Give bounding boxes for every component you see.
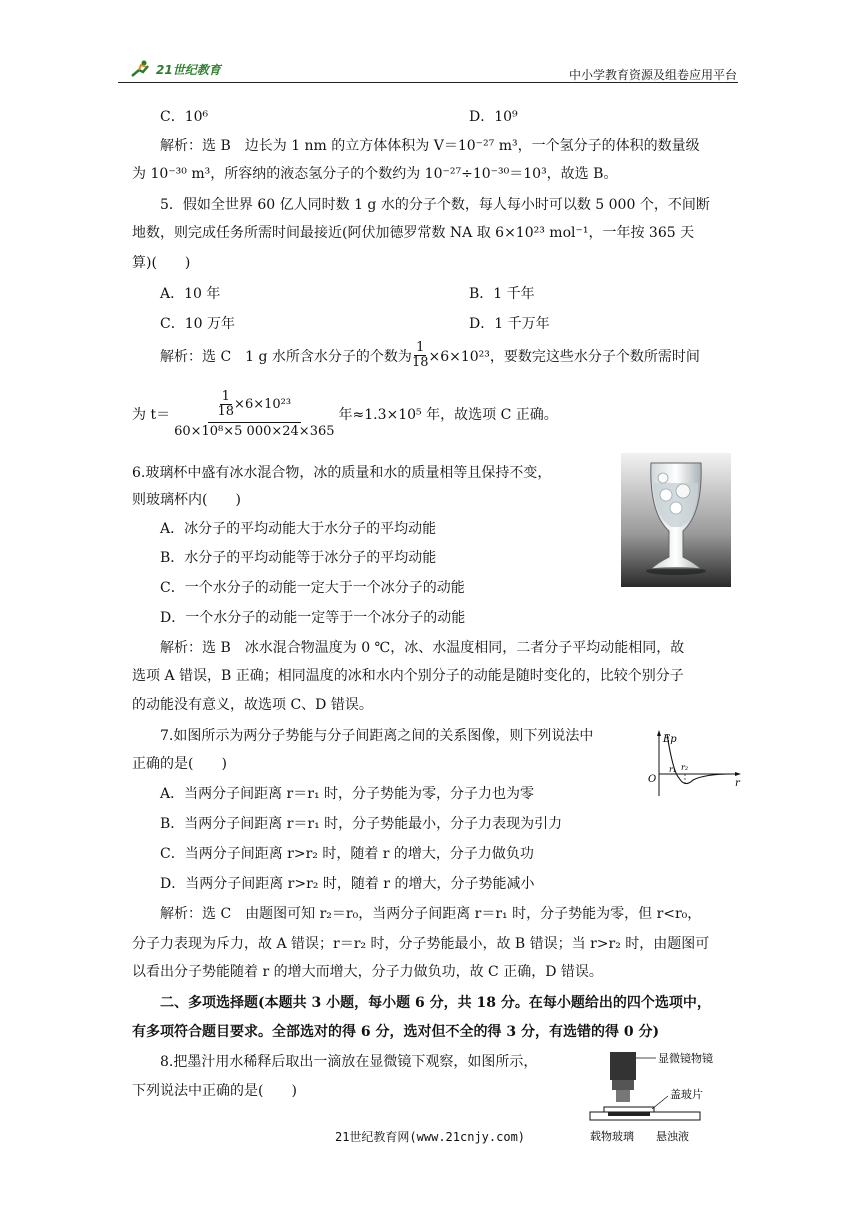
section2-heading-line2: 有多项符合题目要求。全部选对的得 6 分，选对但不全的得 3 分，有选错的得 0 分) xyxy=(132,1024,660,1040)
q5-answer-fraction-num: 1 xyxy=(416,340,425,355)
potential-energy-graph xyxy=(645,728,745,800)
q5-time-fraction xyxy=(174,390,334,439)
q6-stem-line2: 则玻璃杯内( ) xyxy=(132,492,241,508)
q5-answer-fraction xyxy=(412,341,429,371)
q6-option-d: D．一个水分子的动能一定等于一个冰分子的动能 xyxy=(160,610,466,626)
q4-option-c: C．10⁶ xyxy=(160,109,209,125)
q7-option-c: C．当两分子间距离 r>r₂ 时，随着 r 的增大，分子力做负功 xyxy=(160,846,534,862)
q6-option-b: B．水分子的平均动能等于冰分子的平均动能 xyxy=(160,550,437,566)
q5-time-numerator-rest: ×6×10²³ xyxy=(234,396,292,412)
q4-answer-line2: 为 10⁻³⁰ m³，所容纳的液态氢分子的个数约为 10⁻²⁷÷10⁻³⁰＝10³，故选 B。 xyxy=(132,166,618,182)
q7-answer-line1: 解析：选 C 由题图可知 r₂＝r₀，当两分子间距离 r＝r₁ 时，分子势能为零，但 r<r₀， xyxy=(160,906,702,922)
q5-answer-line1 xyxy=(160,341,700,371)
q7-option-a: A．当两分子间距离 r＝r₁ 时，分子势能为零，分子力也为零 xyxy=(160,786,535,802)
q5-answer-line2 xyxy=(132,390,558,439)
q5-answer-line1-prefix: 解析：选 C 1 g 水所含水分子的个数为 xyxy=(160,348,412,365)
q6-stem-line1: 6.玻璃杯中盛有冰水混合物，冰的质量和水的质量相等且保持不变， xyxy=(132,465,552,481)
graph-y-arrow xyxy=(657,730,661,736)
cover-glass xyxy=(604,1107,654,1112)
q5-stem-line3: 算)( ) xyxy=(132,255,191,271)
q5-option-d: D．1 千万年 xyxy=(469,316,550,332)
suspension-label: 悬浊液 xyxy=(656,1130,689,1143)
q4-option-d: D．10⁹ xyxy=(469,109,518,125)
objective-lens xyxy=(616,1090,630,1102)
q5-option-a: A．10 年 xyxy=(160,286,221,302)
q5-time-inner-num: 1 xyxy=(221,389,230,404)
page-footer: 21世纪教育网(www.21cnjy.com) xyxy=(334,1130,526,1144)
q5-answer-line2-suffix: 年≈1.3×10⁵ 年，故选项 C 正确。 xyxy=(338,407,558,424)
q5-option-c: C．10 万年 xyxy=(160,316,235,332)
graph-x-arrow xyxy=(735,772,741,776)
q7-option-d: D．当两分子间距离 r>r₂ 时，随着 r 的增大，分子势能减小 xyxy=(160,876,535,892)
objective-label: 显微镜物镜 xyxy=(658,1052,713,1065)
q5-answer-line2-prefix: 为 t＝ xyxy=(132,407,171,424)
q6-option-a: A．冰分子的平均动能大于水分子的平均动能 xyxy=(160,521,437,537)
q5-time-inner-den: 18 xyxy=(217,404,235,420)
slide-glass-label: 载物玻璃 xyxy=(590,1130,634,1143)
q5-stem-line2: 地数，则完成任务所需时间最接近(阿伏加德罗常数 NA 取 6×10²³ mol⁻¹，一年按 365 天 xyxy=(132,225,695,241)
objective-body xyxy=(610,1052,636,1080)
graph-origin-label: O xyxy=(648,774,657,785)
graph-r-axis-label: r xyxy=(735,778,740,789)
site-logo xyxy=(130,60,221,78)
q5-time-numerator xyxy=(208,390,302,423)
q7-answer-line2: 分子力表现为斥力，故 A 错误；r＝r₂ 时，分子势能最小，故 B 错误；当 r>r₂ 时，由题图可 xyxy=(132,936,710,952)
logo-text: 21世纪教育 xyxy=(156,62,221,77)
q5-stem-line1: 5．假如全世界 60 亿人同时数 1 g 水的分子个数，每人每小时可以数 5 000 个，不间断 xyxy=(160,197,710,213)
graph-ep-label: Ep xyxy=(663,734,677,745)
section2-heading-line1: 二、多项选择题(本题共 3 小题，每小题 6 分，共 18 分。在每小题给出的四个选项中， xyxy=(160,995,711,1011)
graph-r1-label: r₁ xyxy=(669,765,677,774)
ice-water-glass-photo xyxy=(621,453,731,587)
q4-answer-line1: 解析：选 B 边长为 1 nm 的立方体体积为 V＝10⁻²⁷ m³，一个氢分子的体积的数量级 xyxy=(160,138,700,154)
q5-option-b: B．1 千年 xyxy=(469,286,535,302)
runner-logo-icon xyxy=(130,60,152,78)
q6-answer-line3: 的动能没有意义，故选项 C、D 错误。 xyxy=(132,697,373,713)
q5-time-denominator: 60×10⁸×5 000×24×365 xyxy=(174,423,335,439)
objective-neck xyxy=(612,1080,634,1090)
q8-stem-line2: 下列说法中正确的是( ) xyxy=(132,1083,297,1099)
q6-answer-line2: 选项 A 错误，B 正确；相同温度的冰和水内个别分子的动能是随时变化的，比较个别分子 xyxy=(132,668,684,684)
platform-title: 中小学教育资源及组卷应用平台 xyxy=(568,68,737,82)
q5-answer-fraction-den: 18 xyxy=(411,355,429,371)
q5-time-inner-fraction xyxy=(218,390,235,420)
q6-option-c: C．一个水分子的动能一定大于一个冰分子的动能 xyxy=(160,580,465,596)
q7-stem-line1: 7.如图所示为两分子势能与分子间距离之间的关系图像，则下列说法中 xyxy=(160,728,594,744)
q7-option-b: B．当两分子间距离 r＝r₁ 时，分子势能最小，分子力表现为引力 xyxy=(160,816,563,832)
suspension-liquid xyxy=(608,1112,650,1116)
q8-stem-line1: 8.把墨汁用水稀释后取出一滴放在显微镜下观察，如图所示， xyxy=(160,1054,538,1070)
q6-answer-line1: 解析：选 B 冰水混合物温度为 0 ℃，冰、水温度相同，二者分子平均动能相同，故 xyxy=(160,640,685,656)
graph-r2-label: r₂ xyxy=(681,763,689,772)
cover-glass-label: 盖玻片 xyxy=(670,1088,703,1101)
q7-stem-line2: 正确的是( ) xyxy=(132,756,227,772)
header-divider xyxy=(118,82,738,83)
q7-answer-line3: 以看出分子势能随着 r 的增大而增大，分子力做负功，故 C 正确，D 错误。 xyxy=(132,964,603,980)
q5-answer-line1-suffix: ×6×10²³，要数完这些水分子个数所需时间 xyxy=(428,348,700,365)
